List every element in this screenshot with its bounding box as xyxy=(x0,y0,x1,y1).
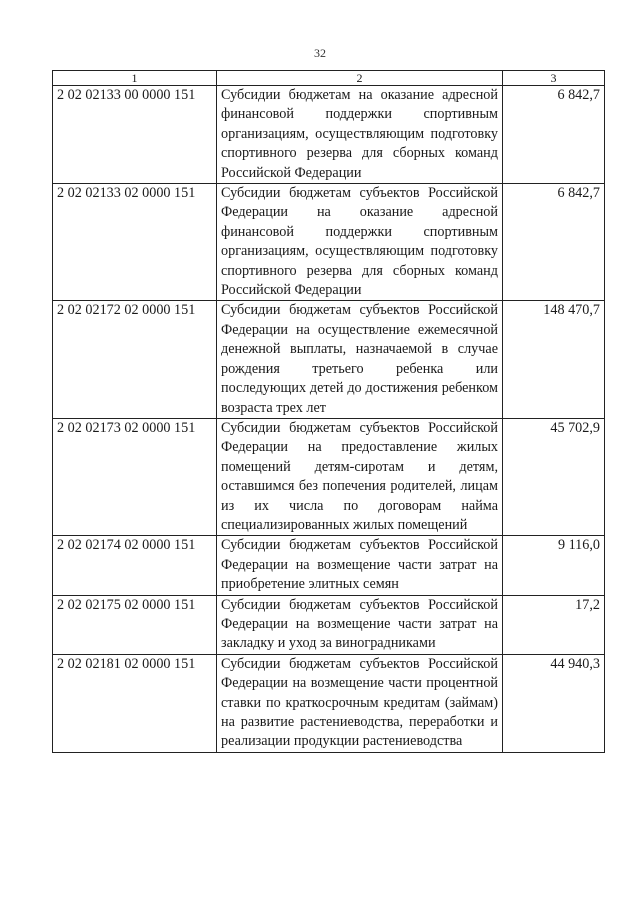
budget-amount: 45 702,9 xyxy=(503,418,605,535)
budget-code: 2 02 02175 02 0000 151 xyxy=(53,595,217,654)
budget-amount: 9 116,0 xyxy=(503,536,605,595)
table-row xyxy=(53,86,605,184)
budget-code: 2 02 02174 02 0000 151 xyxy=(53,536,217,595)
budget-table xyxy=(52,70,605,753)
budget-amount: 17,2 xyxy=(503,595,605,654)
budget-description: Субсидии бюджетам субъектов Российской Федерации на предоставление жилых помещений детям-сиротам и детям, оставшимся без попечения родителей, лицам из их числа по договорам найма специализированных жилых помещений xyxy=(217,418,503,535)
table-header-row xyxy=(53,71,605,86)
budget-amount: 6 842,7 xyxy=(503,184,605,301)
budget-description: Субсидии бюджетам на оказание адресной финансовой поддержки спортивным организациям, осуществляющим подготовку спортивного резерва для сборных команд Российской Федерации xyxy=(217,86,503,184)
page-number: 32 xyxy=(314,46,326,60)
budget-code: 2 02 02181 02 0000 151 xyxy=(53,654,217,752)
budget-description: Субсидии бюджетам субъектов Российской Федерации на возмещение части затрат на приобретение элитных семян xyxy=(217,536,503,595)
budget-amount: 44 940,3 xyxy=(503,654,605,752)
table-row xyxy=(53,184,605,301)
table-row xyxy=(53,654,605,752)
budget-code: 2 02 02173 02 0000 151 xyxy=(53,418,217,535)
budget-description: Субсидии бюджетам субъектов Российской Федерации на возмещение части процентной ставки по краткосрочным кредитам (займам) на развитие растениеводства, переработки и реализации продукции растениеводства xyxy=(217,654,503,752)
budget-description: Субсидии бюджетам субъектов Российской Федерации на осуществление ежемесячной денежной выплаты, назначаемой в случае рождения третьего ребенка или последующих детей до достижения ребенком возраста трех лет xyxy=(217,301,503,418)
table-row xyxy=(53,595,605,654)
budget-description: Субсидии бюджетам субъектов Российской Федерации на возмещение части затрат на закладку и уход за виноградниками xyxy=(217,595,503,654)
column-header: 1 xyxy=(53,71,217,86)
budget-amount: 6 842,7 xyxy=(503,86,605,184)
budget-description: Субсидии бюджетам субъектов Российской Федерации на оказание адресной финансовой поддержки спортивным организациям, осуществляющим подготовку спортивного резерва для сборных команд Российской Федерации xyxy=(217,184,503,301)
budget-code: 2 02 02133 00 0000 151 xyxy=(53,86,217,184)
budget-code: 2 02 02172 02 0000 151 xyxy=(53,301,217,418)
column-header: 2 xyxy=(217,71,503,86)
table-row xyxy=(53,418,605,535)
budget-amount: 148 470,7 xyxy=(503,301,605,418)
table-row xyxy=(53,536,605,595)
table-row xyxy=(53,301,605,418)
budget-code: 2 02 02133 02 0000 151 xyxy=(53,184,217,301)
column-header: 3 xyxy=(503,71,605,86)
